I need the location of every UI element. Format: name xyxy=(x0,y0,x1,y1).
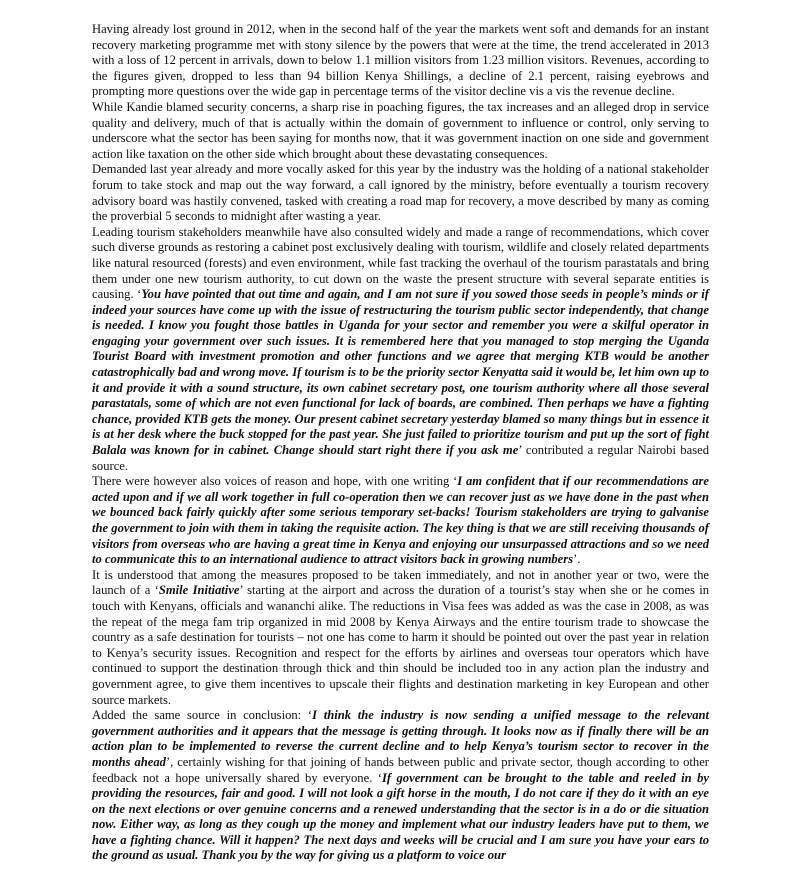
quoted-text: Smile Initiative xyxy=(158,583,240,598)
quoted-text: If government can be brought to the table and reeled in by providing the resources, fair and good. I will not look a gift horse in the mouth, I do not care if they do it with an eye on the next elections or over genuine concerns and a renewed understanding that the sector is in a do or die situation now. Either way, as long as they cough up the money and implement what our industry leaders have put to them, we have a fighting chance. Will it happen? The next days and weeks will be crucial and I am sure you have your ears to the ground as usual. Thank you by the way for giving us a platform to voice our xyxy=(92,770,709,863)
quoted-text: You have pointed that out time and again, and I am not sure if you sowed those seeds in people’s minds or if indeed your sources have come up with the issue of restructuring the tourism public sector independently, that change is needed. I know you fought those battles in Uganda for your sector and remember you were a skilful operator in engaging your government over such issues. It is remembered here that you managed to stop merging the Uganda Tourist Board with investment promotion and other functions and we agree that merging KTB would be another catastrophically bad and wrong move. If tourism is to be the priority sector Kenyatta said it would be, let him own up to it and provide it with a sound structure, its own cabinet secretary post, one tourism authority where all those several parastatals, some of which are not even functional for lack of boards, are combined. Then perhaps we have a fighting chance, provided KTB gets the money. Our present cabinet secretary yesterday blamed so many things but in essence it is at her desk where the buck stopped for the past year. She just failed to prioritize tourism and put up the sort of fight Balala was known for in cabinet. Change should start right there if you ask me xyxy=(92,287,709,458)
quoted-text: I am confident that if our recommendations are acted upon and if we all work together in full co-operation then we can recover just as we have done in the past when we bounced back fairly quickly after some serious temporary set-backs! Tourism stakeholders are trying to galvanise the government to join with them in taking the requisite action. The key thing is that we are still receiving thousands of visitors from overseas who are having a great time in Kenya and enjoying our unsurpassed attractions and so we need to communicate this to an international audience to attract visitors back in growing numbers xyxy=(92,474,710,567)
body-text: Having already lost ground in 2012, when in the second half of the year the markets went soft and demands for an instant recovery marketing programme met with stony silence by the powers that were at the time, the trend accelerated in 2013 with a loss of 12 percent in arrivals, down to below 1.1 million visitors from 1.23 million visitors. Revenues, according to the figures given, dropped to less than 94 billion Kenya Shillings, a decline of 2.1 percent, raising eyebrows and prompting more questions over the wide gap in percentage terms of the visitor decline vis a vis the revenue decline. xyxy=(92,22,709,99)
body-text: ’. xyxy=(573,552,581,567)
document-page xyxy=(92,22,709,864)
paragraph xyxy=(92,708,709,864)
body-text: While Kandie blamed security concerns, a sharp rise in poaching figures, the tax increases and an alleged drop in service quality and delivery, much of that is actually within the domain of government to influence or control, only serving to underscore what the sector has been saying for months now, that it was government inaction on one side and government action like taxation on the other side which brought about these devastating consequences. xyxy=(92,99,709,161)
body-text: Added the same source in conclusion: ‘ xyxy=(92,708,313,723)
paragraph xyxy=(92,22,709,100)
paragraph xyxy=(92,162,709,224)
body-text: There were however also voices of reason and hope, with one writing ‘ xyxy=(92,474,458,489)
quoted-text: I think the industry is now sending a unified message to the relevant government authorities and it appears that the message is getting through. It looks now as if finally there will be an action plan to be implemented to reverse the current decline and to help Kenya’s tourism sector to recover in the months ahead xyxy=(92,708,709,769)
body-text: ’ contributed a regular Nairobi based source. xyxy=(92,443,709,473)
body-text: It is understood that among the measures proposed to be taken immediately, and not in another year or two, were the launch of a ‘ xyxy=(92,567,709,598)
paragraph xyxy=(92,568,709,708)
paragraph xyxy=(92,100,709,162)
body-text: Demanded last year already and more vocally asked for this year by the industry was the holding of a national stakeholder forum to take stock and map out the way forward, a call ignored by the ministry, before eventually a tourism recovery advisory board was hastily convened, tasked with creating a road map for recovery, a move described by many as coming the proverbial 5 seconds to midnight after wasting a year. xyxy=(92,162,709,224)
body-text: ’, certainly wishing for that joining of hands between public and private sector, though according to other feedback not a hope universally shared by everyone. ‘ xyxy=(92,754,709,785)
paragraph xyxy=(92,474,709,568)
body-text: Leading tourism stakeholders meanwhile have also consulted widely and made a range of recommendations, which cover such diverse grounds as restoring a cabinet post exclusively dealing with tourism, wildlife and closely related departments like natural resourced (forests) and even environment, while fast tracking the overhaul of the tourism parastatals and bring them under one new tourism authority, to cut down on the waste the present structure with several separate entities is causing. ‘ xyxy=(92,224,709,302)
paragraph xyxy=(92,225,709,475)
body-text: ’ starting at the airport and across the duration of a tourist’s stay when she or he comes in touch with Kenyans, officials and wananchi alike. The reductions in Visa fees was added as was the case in 2008, as was the repeat of the mega fam trip organized in mid 2008 by Kenya Airways and the entire tourism trade to showcase the country as a safe destination for tourists – not one has come to harm it should be pointed out over the past year in relation to Kenya’s security issues. Recognition and respect for the efforts by airlines and overseas tour operators which have continued to support the destination through thick and thin should be included too in any action plan the industry and government agree, to give them incentives to upscale their flights and destination marketing in key European and other source markets. xyxy=(92,583,709,707)
